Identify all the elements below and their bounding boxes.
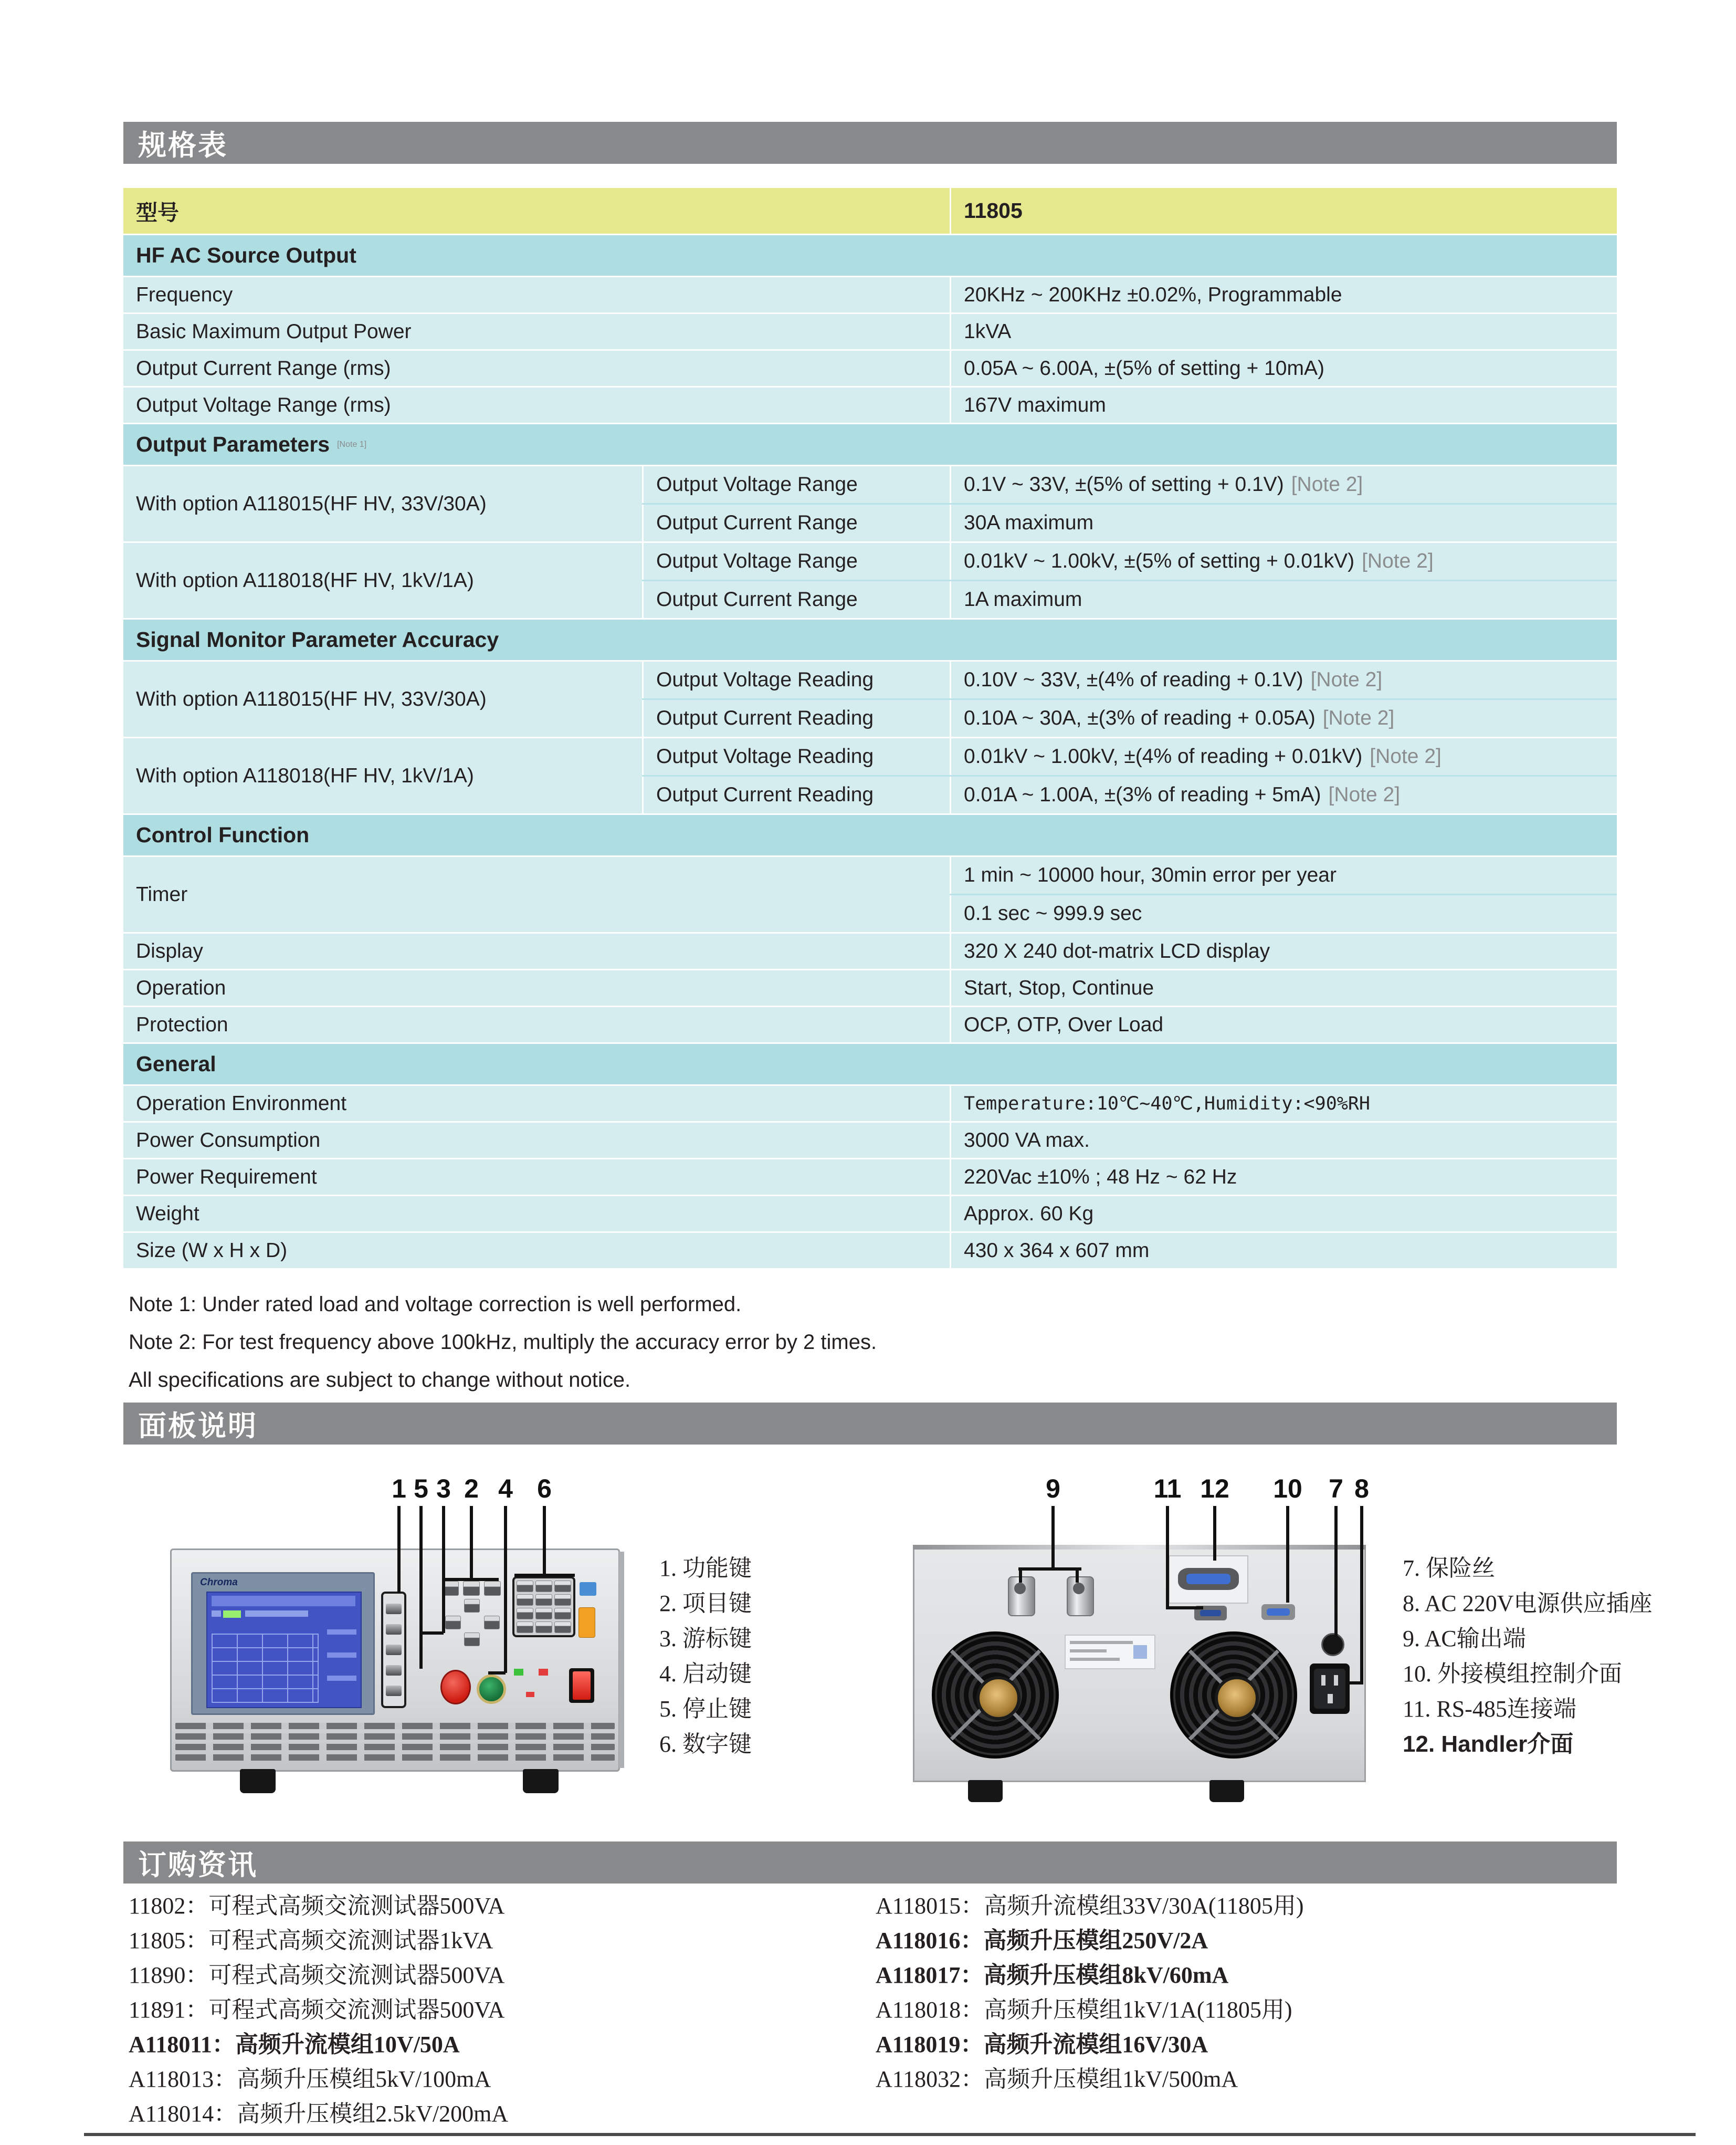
spec-group-subrows — [642, 466, 1617, 541]
callout-number: 8 — [1354, 1474, 1369, 1503]
spec-note-ref: [Note 2] — [1310, 668, 1383, 691]
spec-row-value: 3000 VA max. — [950, 1123, 1617, 1158]
callout-line — [444, 1578, 499, 1581]
spec-section-label: Output Parameters — [136, 432, 330, 456]
ordering-item: A118032：高频升压模组1kV/500mA — [876, 2066, 1238, 2092]
ordering-item: A118011：高频升流模组10V/50A — [129, 2032, 460, 2057]
callout-number: 12 — [1200, 1474, 1229, 1503]
start-button — [477, 1675, 506, 1704]
callout-line — [1166, 1606, 1203, 1609]
spec-note-ref: [Note 2] — [1328, 783, 1401, 806]
spec-row-label: Power Consumption — [136, 1128, 321, 1152]
callout-number: 5 — [414, 1474, 428, 1503]
order-section-bar — [123, 1841, 1617, 1884]
spec-subrow — [950, 857, 1617, 894]
handler-connector-insert — [1178, 1568, 1239, 1590]
red-led — [539, 1669, 548, 1676]
item-keys — [442, 1581, 501, 1596]
spec-group-label: With option A118015(HF HV, 33V/30A) — [136, 492, 487, 515]
order-section-title: 订购资讯 — [138, 1849, 258, 1881]
callout-line — [543, 1506, 546, 1575]
item-key — [484, 1581, 501, 1596]
spec-note-line: Note 2: For test frequency above 100kHz, multiply the accuracy error by 2 times. — [129, 1330, 877, 1354]
numeric-key — [554, 1621, 571, 1633]
panel-section-title: 面板说明 — [138, 1410, 258, 1442]
numeric-key — [535, 1621, 552, 1633]
spec-row-value: Approx. 60 Kg — [950, 1196, 1617, 1231]
spec-row — [123, 1086, 1617, 1123]
spec-section-label: HF AC Source Output — [136, 243, 356, 267]
ac-pin — [1328, 1694, 1333, 1703]
spec-subrow — [642, 662, 1617, 698]
spec-row — [123, 277, 1617, 314]
callout-line — [504, 1506, 507, 1673]
rear-panel-label: 12. Handler介面 — [1403, 1731, 1574, 1757]
spec-subrow — [642, 580, 1617, 618]
spec-subrow — [950, 894, 1617, 932]
ordering-item: A118015：高频升流模组33V/30A(11805用) — [876, 1893, 1304, 1919]
ordering-item: 11891：可程式高频交流测试器500VA — [129, 1997, 505, 2023]
power-switch — [569, 1668, 594, 1703]
spec-section-note: [Note 1] — [337, 440, 367, 449]
spec-row-value: Start, Stop, Continue — [950, 970, 1617, 1006]
spec-row-label: Operation Environment — [136, 1092, 347, 1115]
orange-key — [578, 1607, 595, 1638]
spec-row-label: Basic Maximum Output Power — [136, 320, 412, 343]
spec-row — [123, 1007, 1617, 1044]
callout-line — [442, 1506, 445, 1633]
callout-line — [1349, 1681, 1363, 1684]
callout-line — [397, 1506, 401, 1593]
spec-table — [123, 188, 1617, 1270]
spec-group-label: With option A118018(HF HV, 1kV/1A) — [136, 764, 474, 787]
spec-row-value: 0.05A ~ 6.00A, ±(5% of setting + 10mA) — [950, 351, 1617, 386]
spec-group-label: With option A118015(HF HV, 33V/30A) — [136, 687, 487, 710]
spec-group-subrows — [642, 738, 1617, 813]
numeric-key — [535, 1581, 552, 1592]
spec-model-value: 11805 — [950, 188, 1617, 234]
spec-row-label: Protection — [136, 1013, 228, 1036]
spec-subrow-label: Output Current Range — [642, 505, 950, 541]
spec-subrow-label: Output Current Range — [642, 581, 950, 618]
spec-subrow-label: Output Voltage Range — [642, 543, 950, 580]
callout-number: 1 — [392, 1474, 406, 1503]
spec-subrow-label: Output Voltage Reading — [642, 662, 950, 698]
spec-row-label: Timer — [136, 883, 188, 906]
spec-model-label: 型号 — [136, 201, 179, 225]
spec-row-label: Size (W x H x D) — [136, 1239, 288, 1262]
spec-group-subrows — [642, 543, 1617, 618]
ordering-item: A118016：高频升压模组250V/2A — [876, 1928, 1208, 1953]
front-panel-label: 2. 项目键 — [659, 1590, 752, 1616]
stop-button — [440, 1670, 471, 1704]
spec-subrow — [642, 466, 1617, 503]
spec-subrow-value — [950, 700, 1617, 737]
ac-power-inlet — [1310, 1663, 1350, 1714]
cursor-left-key — [445, 1616, 461, 1629]
callout-number: 6 — [537, 1474, 552, 1503]
spec-subrow-value-text: 0.01A ~ 1.00A, ±(3% of reading + 5mA) — [964, 783, 1321, 806]
rear-panel-label: 9. AC输出端 — [1403, 1625, 1526, 1651]
rear-panel-label: 7. 保险丝 — [1403, 1555, 1495, 1581]
spec-section-row — [123, 424, 1617, 466]
cursor-up-key — [464, 1599, 480, 1613]
callout-number: 9 — [1046, 1474, 1060, 1503]
rear-panel-label-list — [1403, 1548, 1736, 1759]
callout-number: 7 — [1329, 1474, 1343, 1503]
module-control-connector — [1261, 1604, 1295, 1620]
front-vents — [175, 1723, 615, 1765]
callout-line — [420, 1631, 444, 1635]
spec-row — [123, 388, 1617, 424]
spec-subrow-value-text: 0.01kV ~ 1.00kV, ±(5% of setting + 0.01kV) — [964, 550, 1355, 572]
cursor-down-key — [464, 1633, 480, 1646]
callout-line — [1286, 1506, 1289, 1603]
function-key — [386, 1665, 402, 1676]
lcd-text-block — [245, 1610, 308, 1617]
spec-row — [123, 1159, 1617, 1196]
spec-note-ref: [Note 2] — [1362, 550, 1434, 572]
spec-row — [123, 1196, 1617, 1233]
spec-subrow — [642, 698, 1617, 737]
spec-subrow-value — [950, 662, 1617, 698]
handler-interface-connector — [1169, 1555, 1248, 1604]
spec-subrow — [642, 738, 1617, 775]
spec-section-row — [123, 620, 1617, 662]
callout-line — [514, 1574, 575, 1577]
front-panel-label: 1. 功能键 — [659, 1555, 752, 1581]
ordering-item: 11802：可程式高频交流测试器500VA — [129, 1893, 505, 1919]
vent-row — [175, 1733, 615, 1740]
function-key — [386, 1686, 402, 1696]
rear-panel-label: 8. AC 220V电源供应插座 — [1403, 1590, 1653, 1616]
function-keys — [381, 1592, 406, 1708]
callout-number: 11 — [1153, 1474, 1182, 1503]
callout-number: 10 — [1273, 1474, 1302, 1503]
spec-section-row — [123, 1044, 1617, 1086]
spec-row-value: 320 X 240 dot-matrix LCD display — [950, 934, 1617, 969]
function-key — [386, 1645, 402, 1655]
numeric-key — [554, 1608, 571, 1619]
spec-row-label: Power Requirement — [136, 1165, 317, 1188]
numeric-key — [517, 1608, 533, 1619]
lcd-side-labels — [327, 1629, 356, 1635]
spec-vgroup-values — [950, 857, 1617, 932]
spec-row-label: Weight — [136, 1202, 199, 1225]
spec-section-label: Signal Monitor Parameter Accuracy — [136, 627, 499, 652]
ordering-list-left — [129, 1886, 874, 2129]
spec-row — [123, 351, 1617, 388]
numeric-key — [554, 1594, 571, 1606]
cursor-right-key — [484, 1616, 500, 1629]
front-panel-label: 5. 停止键 — [659, 1696, 752, 1722]
numeric-key — [554, 1581, 571, 1592]
lcd-data-grid — [212, 1634, 319, 1703]
callout-line — [1334, 1506, 1338, 1637]
spec-row-label: Operation — [136, 976, 226, 999]
spec-subrow-label: Output Voltage Reading — [642, 738, 950, 775]
ordering-list-right — [876, 1886, 1621, 2094]
ordering-item: 11805：可程式高频交流测试器1kVA — [129, 1928, 493, 1953]
spec-section-label: Control Function — [136, 823, 310, 847]
ordering-item: A118019：高频升流模组16V/30A — [876, 2032, 1208, 2057]
callout-number: 3 — [436, 1474, 451, 1503]
front-foot — [523, 1769, 559, 1793]
callout-line — [470, 1506, 473, 1579]
spec-row-value: 430 x 364 x 607 mm — [950, 1233, 1617, 1268]
numeric-key — [535, 1594, 552, 1606]
spec-row-value: Temperature:10℃~40℃,Humidity:<90%RH — [950, 1086, 1617, 1121]
spec-subrow — [642, 775, 1617, 813]
callout-number: 2 — [464, 1474, 479, 1503]
callout-number: 4 — [498, 1474, 513, 1503]
spec-section-bar — [123, 122, 1617, 164]
front-panel-side-edge — [619, 1552, 624, 1768]
spec-subrow-value-text: 0.10V ~ 33V, ±(4% of reading + 0.1V) — [964, 668, 1303, 691]
ordering-item: A118018：高频升压模组1kV/1A(11805用) — [876, 1997, 1292, 2023]
rear-foot — [968, 1780, 1003, 1802]
callout-line — [1360, 1506, 1363, 1683]
spec-subrow-value: 0.1 sec ~ 999.9 sec — [950, 895, 1617, 932]
spec-subrow-value-text: 0.1V ~ 33V, ±(5% of setting + 0.1V) — [964, 473, 1284, 496]
function-key — [386, 1624, 402, 1635]
spec-subrow-value — [950, 543, 1617, 580]
ordering-item: A118014：高频升压模组2.5kV/200mA — [129, 2101, 509, 2127]
spec-row-label: Output Voltage Range (rms) — [136, 393, 391, 416]
item-key — [463, 1581, 480, 1596]
front-foot — [240, 1769, 276, 1793]
callout-line — [419, 1506, 423, 1669]
ac-pin — [1321, 1675, 1325, 1686]
spec-note-ref: [Note 2] — [1291, 473, 1363, 496]
spec-section-row — [123, 235, 1617, 277]
vent-row — [175, 1744, 615, 1750]
ordering-item: A118013：高频升压模组5kV/100mA — [129, 2066, 491, 2092]
spec-row-label: Frequency — [136, 283, 233, 306]
rear-foot — [1209, 1780, 1244, 1802]
callout-line — [1213, 1506, 1216, 1561]
footer-rule — [84, 2133, 1696, 2136]
spec-model-row — [123, 188, 1617, 235]
spec-group-subrows — [642, 662, 1617, 737]
lcd-bezel — [191, 1572, 375, 1715]
spec-subrow-value-text: 30A maximum — [964, 511, 1094, 534]
spec-row-value: OCP, OTP, Over Load — [950, 1007, 1617, 1042]
spec-note-line: All specifications are subject to change without notice. — [129, 1368, 631, 1391]
function-key — [386, 1604, 402, 1614]
numeric-key — [517, 1594, 533, 1606]
fuse-holder — [1321, 1633, 1344, 1656]
spec-subrow-value: 1 min ~ 10000 hour, 30min error per year — [950, 857, 1617, 894]
blue-key — [580, 1582, 596, 1596]
spec-section-label: General — [136, 1052, 216, 1076]
spec-note-ref: [Note 2] — [1322, 707, 1395, 729]
callout-line — [1166, 1506, 1169, 1608]
lcd-screen — [206, 1592, 362, 1708]
power-rocker — [573, 1671, 591, 1700]
green-led — [514, 1669, 523, 1676]
spec-subrow-value — [950, 777, 1617, 813]
spec-row-value: 1kVA — [950, 314, 1617, 349]
ac-inlet-recess — [1314, 1669, 1345, 1709]
chroma-logo: Chroma — [200, 1577, 238, 1588]
red-led-small — [526, 1692, 534, 1697]
spec-group-row — [123, 466, 1617, 543]
spec-group-row — [123, 543, 1617, 620]
numeric-key — [517, 1581, 533, 1592]
ordering-item: 11890：可程式高频交流测试器500VA — [129, 1962, 505, 1988]
front-panel-label: 3. 游标键 — [659, 1625, 752, 1651]
spec-subrow-value — [950, 581, 1617, 618]
spec-subrow-value-text: 0.01kV ~ 1.00kV, ±(4% of reading + 0.01kV) — [964, 745, 1363, 768]
spec-group-label: With option A118018(HF HV, 1kV/1A) — [136, 569, 474, 592]
spec-section-title: 规格表 — [138, 129, 228, 161]
spec-row-label: Display — [136, 939, 203, 962]
spec-section-row — [123, 815, 1617, 857]
spec-group-row — [123, 662, 1617, 738]
numeric-key — [517, 1621, 533, 1633]
rear-panel-label: 11. RS-485连接端 — [1403, 1696, 1576, 1722]
spec-subrow — [642, 543, 1617, 580]
ac-pin — [1334, 1675, 1338, 1686]
lcd-highlight-cell — [223, 1610, 241, 1618]
spec-subrow-value — [950, 738, 1617, 775]
spec-subrow-value — [950, 466, 1617, 503]
spec-note-ref: [Note 2] — [1370, 745, 1442, 768]
spec-subrow-label: Output Current Reading — [642, 777, 950, 813]
vent-row — [175, 1754, 615, 1761]
front-panel-label: 6. 数字键 — [659, 1731, 752, 1757]
spec-subrow-label: Output Current Reading — [642, 700, 950, 737]
numeric-key — [535, 1608, 552, 1619]
lcd-text-block — [212, 1610, 221, 1617]
cooling-fan — [1170, 1631, 1297, 1759]
spec-vgroup-row — [123, 857, 1617, 934]
spec-row — [123, 934, 1617, 970]
spec-row — [123, 1123, 1617, 1159]
rear-panel-label: 10. 外接模组控制介面 — [1403, 1660, 1622, 1687]
spec-row-value: 20KHz ~ 200KHz ±0.02%, Programmable — [950, 277, 1617, 312]
spec-row — [123, 1233, 1617, 1270]
spec-subrow-label: Output Voltage Range — [642, 466, 950, 503]
spec-row-value: 220Vac ±10% ; 48 Hz ~ 62 Hz — [950, 1159, 1617, 1195]
fan-hub — [1215, 1676, 1259, 1720]
callout-line — [488, 1671, 506, 1675]
front-panel-photo — [170, 1548, 620, 1795]
front-panel-label-list — [659, 1548, 1158, 1759]
lcd-header-row — [212, 1596, 355, 1606]
spec-subrow-value-text: 0.10A ~ 30A, ±(3% of reading + 0.05A) — [964, 707, 1316, 729]
spec-row-value: 167V maximum — [950, 388, 1617, 423]
spec-notes — [129, 1285, 1546, 1399]
spec-subrow — [642, 503, 1617, 541]
spec-row — [123, 970, 1617, 1007]
spec-subrow-value — [950, 505, 1617, 541]
spec-group-row — [123, 738, 1617, 815]
numeric-keypad — [512, 1576, 575, 1637]
spec-subrow-value-text: 1A maximum — [964, 588, 1082, 611]
vent-row — [175, 1723, 615, 1729]
spec-row — [123, 314, 1617, 351]
spec-note-line: Note 1: Under rated load and voltage correction is well performed. — [129, 1292, 742, 1316]
front-panel-label: 4. 启动键 — [659, 1660, 752, 1687]
panel-section-bar — [123, 1403, 1617, 1445]
ordering-item: A118017：高频升压模组8kV/60mA — [876, 1962, 1229, 1988]
spec-row-label: Output Current Range (rms) — [136, 357, 391, 380]
